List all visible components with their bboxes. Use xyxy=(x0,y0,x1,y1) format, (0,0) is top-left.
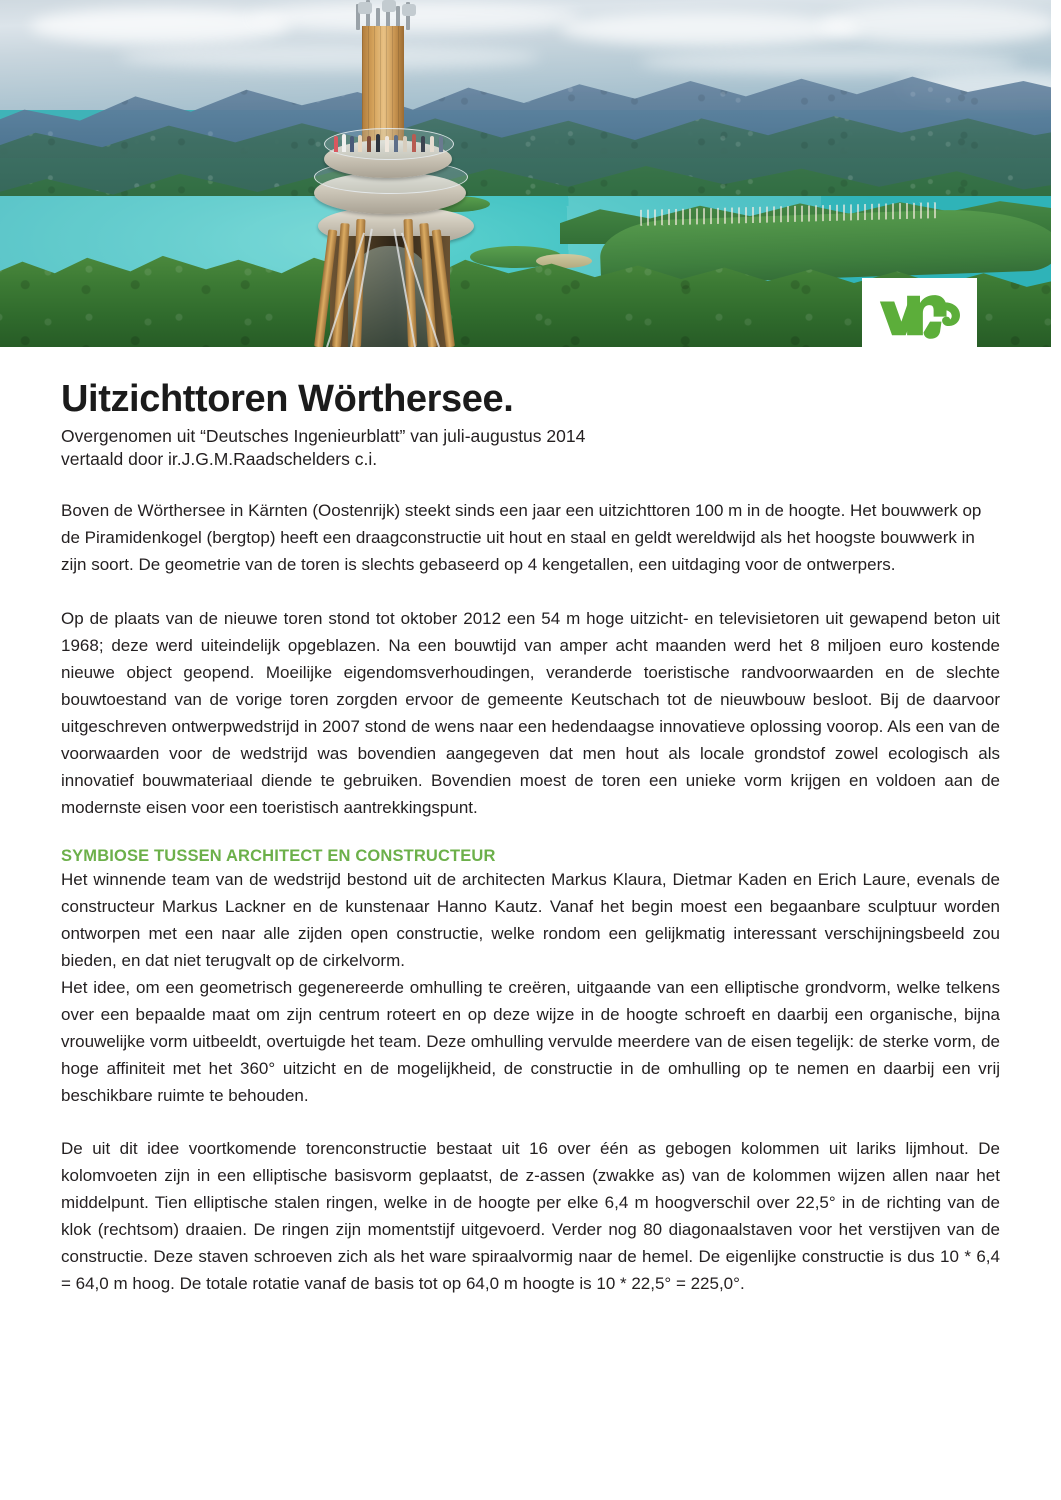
page-title: Uitzichttoren Wörthersee. xyxy=(61,378,514,420)
cloud xyxy=(820,4,1051,44)
paragraph-history: Op de plaats van de nieuwe toren stond tot oktober 2012 een 54 m hoge uitzicht- en televisietoren uit gewapend beton uit 1968; deze werd uiteindelijk opgeblazen. Na een bouwtijd van amper acht maanden werd het 8 miljoen euro kostende nieuwe object geopend. Moeilijke eigendomsverhoudingen, veranderde toeristische randvoorwaarden en de slechte bouwtoestand van de vorige toren zorgden ervoor de gemeente Keutschach tot de nieuwbouw besloot. Bij de daarvoor uitgeschreven ontwerpwedstrijd in 2007 stond de wens naar een hedendaagse innovatieve oplossing voorop. Als een van de voorwaarden voor de wedstrijd was bovendien aangegeven dat men hout als locale grondstof zowel ecologisch als innovatief bouwmateriaal diende te gebruiken. Bovendien moest de toren een unieke vorm krijgen en voldoen aan de modernste eisen voor een toeristisch aantrekkingspunt. xyxy=(61,608,1000,817)
vnc-logo-icon xyxy=(877,287,963,339)
paragraph-idea: Het idee, om een geometrisch gegenereerde omhulling te creëren, uitgaande van een elliptische grondvorm, welke telkens over een bepaalde maat om zijn centrum roteert en op deze wijze in de hoogte schroeft en daarbij een organische, bijna vrouwelijke vorm uitbeeldt, overtuigde het team. Deze omhulling vervulde meerdere van de eisen tegelijk: de sterke vorm, de hoge affiniteit met het 360° uitzicht en de mogelijkheid, de constructie in de omhulling op te nemen en daarbij een vrij beschikbare ruimte te behouden. xyxy=(61,977,1000,1105)
cloud xyxy=(30,8,290,44)
paragraph-construction: De uit dit idee voortkomende torenconstructie bestaat uit 16 over één as gebogen kolommen uit lariks lijmhout. De kolomvoeten zijn in een elliptische basisvorm geplaatst, de z-assen (zwakke as) van de kolommen wijzen allen naar het middelpunt. Tien elliptische stalen ringen, welke in de hoogte per elke 6,4 m hoogverschil over 22,5° in de richting van de klok (rechtsom) draaien. De ringen zijn momentstijf uitgevoerd. Verder nog 80 diagonaalstaven voor het verstijven van de constructie. Deze staven schroeven zich als het ware spiraalvormig naar de hemel. De eigenlijke constructie is dus 10 * 6,4 = 64,0 m hoog. De totale rotatie vanaf de basis tot op 64,0 m hoogte is 10 * 22,5° = 225,0°. xyxy=(61,1138,1000,1293)
subtitle-line-source: Overgenomen uit “Deutsches Ingenieurblatt” van juli-augustus 2014 xyxy=(61,426,586,447)
spacer xyxy=(61,1109,1000,1135)
spacer xyxy=(61,821,1000,847)
section-heading-symbiose: SYMBIOSE TUSSEN ARCHITECT EN CONSTRUCTEUR xyxy=(61,846,496,865)
paragraph-intro: Boven de Wörthersee in Kärnten (Oostenrijk) steekt sinds een jaar een uitzichttoren 100 m in de hoogte. Het bouwwerk op de Piramidenkogel (bergtop) heeft een draagconstructie uit hout en staal en geldt wereldwijd als het hoogste bouwwerk in zijn soort. De geometrie van de toren is slechts gebaseerd op 4 kengetallen, een uitdaging voor de ontwerpers. xyxy=(61,501,982,575)
article-body xyxy=(61,347,1000,1297)
spacer xyxy=(61,579,1000,605)
article-subtitle xyxy=(61,425,1000,471)
observation-tower xyxy=(296,0,526,347)
subtitle-line-translator: vertaald door ir.J.G.M.Raadschelders c.i. xyxy=(61,449,378,470)
cloud xyxy=(560,12,860,46)
spacer xyxy=(61,471,1000,497)
visitors-on-platform xyxy=(332,126,448,152)
paragraph-team: Het winnende team van de wedstrijd bestond uit de architecten Markus Klaura, Dietmar Kaden en Erich Laure, evenals de constructeur Markus Lackner en de kunstenaar Hanno Kautz. Vanaf het begin moest een begaanbare sculptuur worden ontworpen met een naar alle zijden open constructie, welke rondom een gelijkmatig interessant verschijningsbeeld zou bieden, en dat niet terugvalt op de cirkelvorm. xyxy=(61,869,1000,970)
vnc-logo xyxy=(862,278,977,347)
